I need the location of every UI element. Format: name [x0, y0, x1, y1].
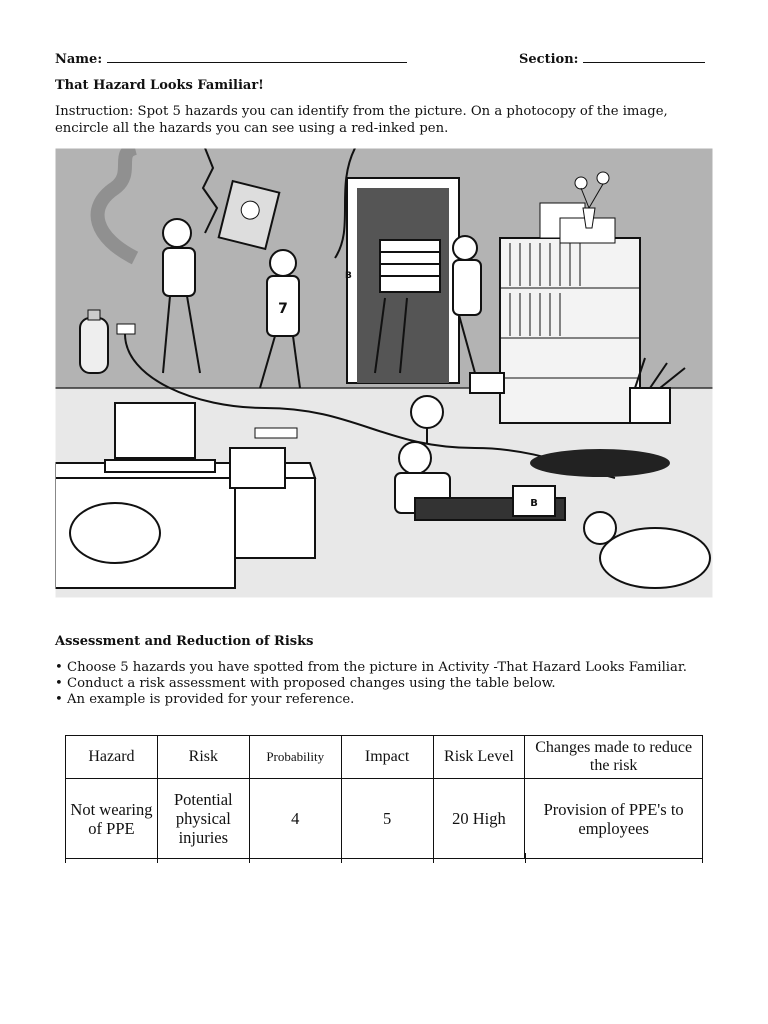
table-header-row [66, 736, 703, 779]
cell-probability: 4 [249, 779, 341, 859]
cell-impact: 5 [341, 779, 433, 859]
bullet-item: • An example is provided for your reference. [55, 692, 735, 708]
cell-hazard: Not wearing of PPE [66, 779, 158, 859]
section-line [519, 50, 705, 67]
activity-title: That Hazard Looks Familiar! [55, 78, 264, 93]
section-blank[interactable] [583, 50, 705, 63]
hazard-illustration [55, 148, 713, 598]
assessment-instructions [55, 660, 735, 708]
cell-risk-level: 20 High [433, 779, 525, 859]
header-row [55, 50, 708, 70]
bullet-item: • Conduct a risk assessment with proposed changes using the table below. [55, 676, 735, 692]
header-probability: Probability [249, 736, 341, 779]
cell-changes: Provision of PPE's to employees [525, 779, 703, 859]
power-strip [255, 428, 297, 438]
assessment-title: Assessment and Reduction of Risks [55, 634, 314, 649]
bullet-item: • Choose 5 hazards you have spotted from the picture in Activity -That Hazard Looks Familiar. [55, 660, 735, 676]
section-label: Section: [519, 52, 579, 67]
switch-label: B [345, 271, 352, 281]
man-under-desk [70, 503, 160, 563]
table-row [66, 779, 703, 859]
name-label: Name: [55, 52, 103, 67]
gas-tank [80, 310, 108, 373]
header-risk: Risk [157, 736, 249, 779]
jersey-number: 7 [278, 301, 288, 317]
name-blank[interactable] [107, 50, 407, 63]
machine-label: B [530, 498, 538, 509]
activity-instruction: Instruction: Spot 5 hazards you can identify from the picture. On a photocopy of the image, encircle all the hazards you can see using a red-inked pen. [55, 104, 668, 136]
cell-risk: Potential physical injuries [157, 779, 249, 859]
name-line [55, 50, 407, 67]
header-impact: Impact [341, 736, 433, 779]
empty-row-stub [65, 853, 703, 863]
header-changes: Changes made to reduce the risk [525, 736, 703, 779]
header-risk-level: Risk Level [433, 736, 525, 779]
header-hazard: Hazard [66, 736, 158, 779]
risk-assessment-table [65, 735, 703, 859]
oil-spill [530, 449, 670, 477]
